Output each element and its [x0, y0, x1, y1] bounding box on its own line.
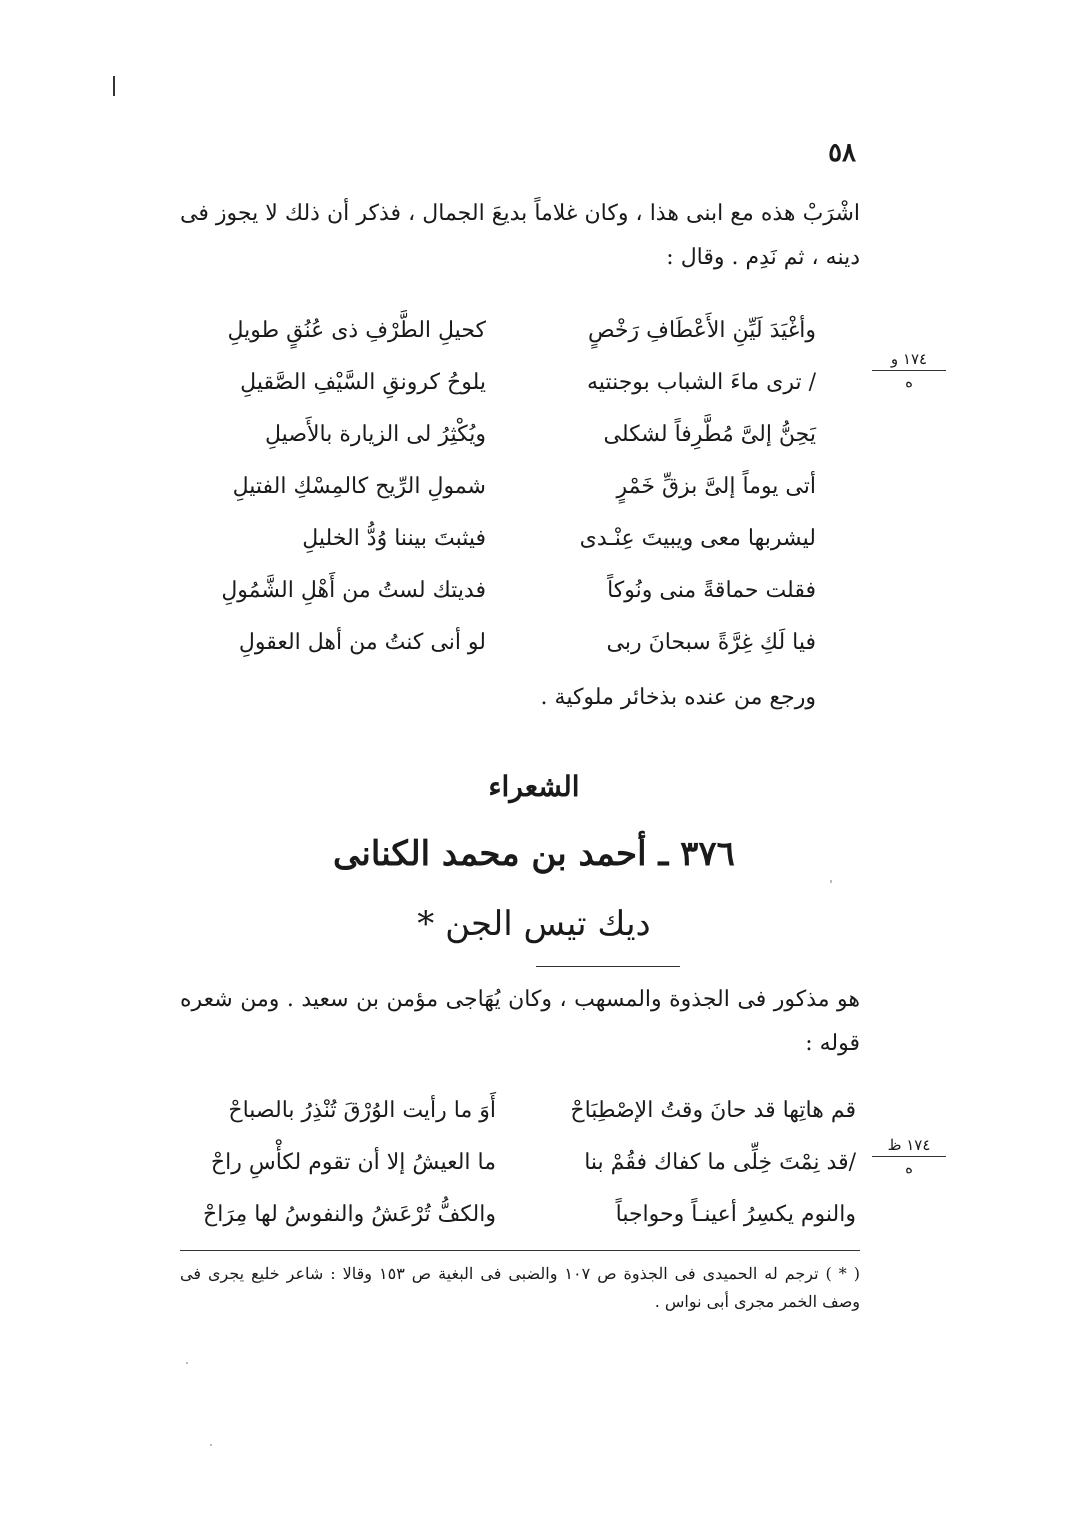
footnote-rule [180, 1250, 860, 1251]
verse-first-hemistich: فيا لَكِ غِرَّةً سبحانَ ربى [606, 630, 816, 655]
manuscript-folio-ref [872, 350, 946, 391]
paper-speck [186, 1362, 188, 1364]
verse-line [186, 358, 816, 408]
verse-line [166, 1190, 856, 1240]
folio-ref-number: ١٧٤ ظ [872, 1136, 946, 1157]
verse-second-hemistich: فيثبتَ بيننا وُدُّ الخليلِ [302, 526, 486, 551]
verse-first-hemistich: / ترى ماءَ الشباب بوجنتيه [587, 370, 816, 395]
verse-line [186, 566, 816, 616]
section-heading: الشعراء [488, 770, 580, 803]
verse-second-hemistich: ويُكْثِرُ لى الزيارة بالأَصيلِ [265, 422, 486, 447]
verse-second-hemistich: لو أنى كنتُ من أهل العقولِ [238, 630, 486, 655]
entry-subheading: ديك تيس الجن * [417, 904, 651, 944]
verse-first-hemistich: /قد نِمْتَ خِلِّى ما كفاك فقُمْ بنا [584, 1150, 856, 1175]
page-edge-mark [113, 76, 115, 96]
paper-speck [830, 880, 832, 883]
verse-first-hemistich: وأغْيَدَ لَيِّنِ الأَعْطَافِ رَخْصٍ [587, 318, 816, 343]
verse-line [186, 306, 816, 356]
verse-second-hemistich: أَوَ ما رأيت الوُرْقَ تُنْذِرُ بالصباحْ [228, 1098, 496, 1123]
verse-line [166, 1138, 856, 1188]
verse-first-hemistich: يَحِنُّ إلىَّ مُطَّرِفاً لشكلى [603, 422, 816, 447]
verse-second-hemistich: والكفُّ تُرْعَشُ والنفوسُ لها مِرَاحْ [203, 1202, 496, 1227]
verse-second-hemistich: فديتك لستُ من أَهْلِ الشَّمُولِ [221, 578, 486, 603]
poem-block-1 [186, 306, 816, 666]
page-number: ٥٨ [828, 138, 856, 168]
verse-second-hemistich: يلوحُ كرونقِ السَّيْفِ الصَّقيلِ [240, 370, 486, 395]
verse-second-hemistich: شمولِ الرِّيح كالمِسْكِ الفتيلِ [232, 474, 486, 499]
verse-line [186, 618, 816, 668]
verse-first-hemistich: فقلت حماقةً منى ونُوكاً [607, 578, 816, 603]
prose-paragraph-entry: هو مذكور فى الجذوة والمسهب ، وكان يُهَاجى مؤمن بن سعيد . ومن شعره قوله : [180, 987, 860, 1056]
verse-second-hemistich: كحيلِ الطَّرْفِ ذى عُنُقٍ طويلِ [227, 318, 486, 343]
poem-block-2 [166, 1086, 856, 1246]
folio-ref-mark: ه [905, 1159, 913, 1177]
paper-speck [210, 1444, 212, 1446]
folio-ref-mark: ه [905, 373, 913, 391]
manuscript-folio-ref [872, 1136, 946, 1177]
verse-first-hemistich: قم هاتِها قد حانَ وقتُ الإصْطِبَاحْ [570, 1098, 856, 1123]
verse-line [186, 462, 816, 512]
verse-second-hemistich: ما العيشُ إلا أن تقوم لكأْسِ راحْ [210, 1150, 496, 1175]
entry-heading: ٣٧٦ ـ أحمد بن محمد الكنانى [333, 834, 735, 874]
verse-first-hemistich: أتى يوماً إلىَّ بزقِّ خَمْرٍ [616, 474, 816, 499]
verse-first-hemistich: ليشربها معى ويبيتَ عِنْـدى [579, 526, 816, 551]
prose-paragraph-after-poem: ورجع من عنده بذخائر ملوكية . [540, 685, 816, 710]
verse-first-hemistich: والنوم يكسِرُ أعينـاً وحواجباً [615, 1202, 856, 1227]
prose-paragraph-top: اشْرَبْ هذه مع ابنى هذا ، وكان غلاماً بديعَ الجمال ، فذكر أن ذلك لا يجوز فى دينه ، ثم نَدِم . وقال : [180, 201, 860, 270]
verse-line [166, 1086, 856, 1136]
footnote: ( * ) ترجم له الحميدى فى الجذوة ص ١٠٧ والضبى فى البغية ص ١٥٣ وقالا : شاعر خليع يجرى فى وصف الخمر مجرى أبى نواس . [180, 1264, 860, 1311]
heading-divider [536, 966, 680, 967]
verse-line [186, 410, 816, 460]
folio-ref-number: ١٧٤ و [872, 350, 946, 371]
verse-line [186, 514, 816, 564]
